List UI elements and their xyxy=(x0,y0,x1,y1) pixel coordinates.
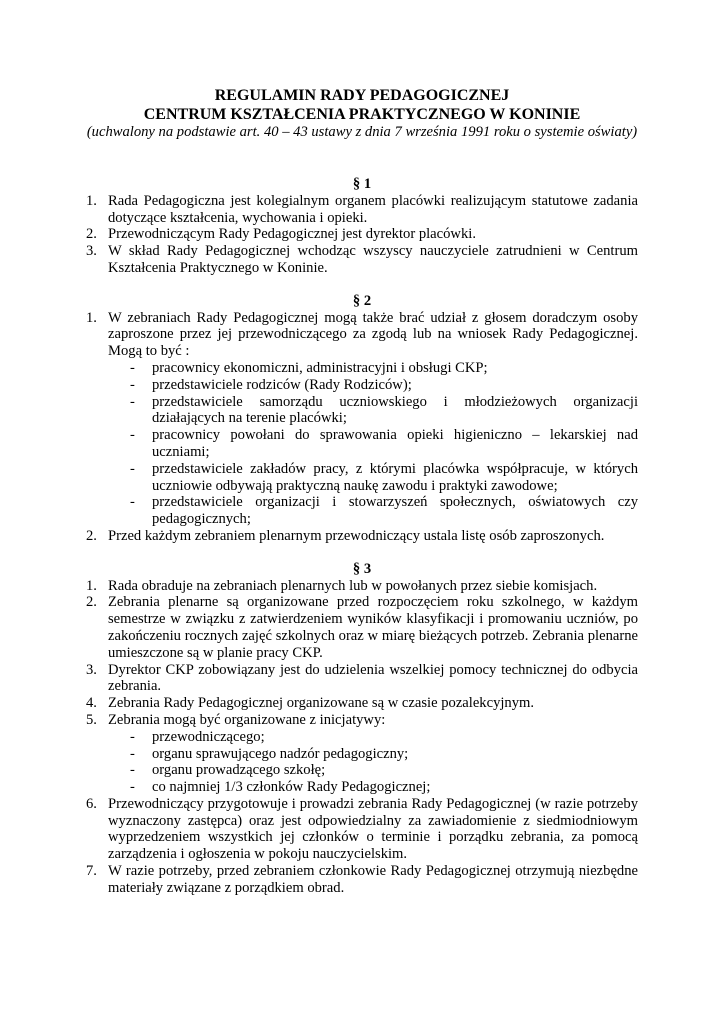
document-title-line-1: REGULAMIN RADY PEDAGOGICZNEJ xyxy=(214,87,510,104)
list-item xyxy=(86,863,638,897)
list-item-number: 7. xyxy=(86,863,97,880)
sub-list-item xyxy=(108,762,638,779)
list-item-text: W razie potrzeby, przed zebraniem członkowie Rady Pedagogicznej otrzymują niezbędne materiały związane z porządkiem obrad. xyxy=(108,863,638,896)
sub-list-item xyxy=(108,377,638,394)
dash-bullet: - xyxy=(130,427,135,444)
sub-list-item-text: przedstawiciele samorządu uczniowskiego i młodzieżowych organizacji działających na terenie placówki; xyxy=(152,393,638,427)
document-sections xyxy=(86,176,638,897)
list-item-text: Przewodniczący przygotowuje i prowadzi zebrania Rady Pedagogicznej (w razie potrzeby wyznaczony zastępca) oraz jest odpowiedzialny za zawiadomienie z siedmiodniowym wyprzedzeniem wszystkich jej członków o terminie i porządku zebrania, za pomocą zarządzenia i ogłoszenia w pokoju nauczycielskim. xyxy=(108,795,638,863)
section-heading: § 3 xyxy=(352,560,372,577)
list-item-number: 3. xyxy=(86,243,97,260)
sub-list-item-text: przedstawiciele zakładów pracy, z którymi placówka współpracuje, w których uczniowie odbywają praktyczną naukę zawodu i praktyki zawodowe; xyxy=(152,460,638,494)
list-item xyxy=(86,578,638,595)
list-item xyxy=(86,226,638,243)
list-item-text: Dyrektor CKP zobowiązany jest do udzielenia wszelkiej pomocy technicznej do odbycia zebrania. xyxy=(108,661,638,695)
list-item-text: Rada Pedagogiczna jest kolegialnym organem placówki realizującym statutowe zadania dotyczące kształcenia, wychowania i opieki. xyxy=(108,192,638,226)
dash-bullet: - xyxy=(130,359,135,376)
sub-list-item xyxy=(108,729,638,746)
document-subtitle: (uchwalony na podstawie art. 40 – 43 ustawy z dnia 7 września 1991 roku o systemie oświaty) xyxy=(86,124,638,140)
dash-bullet: - xyxy=(130,494,135,511)
list-item-text: W zebraniach Rady Pedagogicznej mogą także brać udział z głosem doradczym osoby zaproszone przez jej przewodniczącego za zgodą lub na wniosek Rady Pedagogicznej. Mogą to być : xyxy=(108,309,638,360)
section-list xyxy=(86,310,638,545)
list-item xyxy=(86,662,638,696)
section-heading: § 2 xyxy=(352,292,372,309)
sub-list xyxy=(108,729,638,796)
sub-list-item-text: co najmniej 1/3 członków Rady Pedagogicznej; xyxy=(152,779,431,796)
sub-list-item xyxy=(108,360,638,377)
list-item xyxy=(86,528,638,545)
list-item xyxy=(86,594,638,661)
dash-bullet: - xyxy=(130,762,135,779)
section-list xyxy=(86,193,638,277)
sub-list-item-text: organu sprawującego nadzór pedagogiczny; xyxy=(152,745,409,762)
sub-list-item-text: pracownicy powołani do sprawowania opieki higieniczno – lekarskiej nad uczniami; xyxy=(152,427,638,460)
list-item-text: Rada obraduje na zebraniach plenarnych lub w powołanych przez siebie komisjach. xyxy=(108,577,598,594)
list-item xyxy=(86,310,638,528)
list-item-number: 6. xyxy=(86,795,97,812)
section-list xyxy=(86,578,638,897)
sub-list-item xyxy=(108,461,638,495)
section-heading: § 1 xyxy=(352,176,372,192)
list-item-number: 4. xyxy=(86,695,97,712)
list-item-number: 2. xyxy=(86,226,97,243)
list-item xyxy=(86,712,638,796)
dash-bullet: - xyxy=(130,745,135,762)
list-item-number: 1. xyxy=(86,309,97,326)
sub-list-item-text: pracownicy ekonomiczni, administracyjni i obsługi CKP; xyxy=(152,359,488,376)
sub-list-item xyxy=(108,746,638,763)
dash-bullet: - xyxy=(130,728,135,745)
dash-bullet: - xyxy=(130,376,135,393)
list-item xyxy=(86,243,638,277)
list-item-number: 5. xyxy=(86,711,97,728)
list-item-text: Zebrania mogą być organizowane z inicjatywy: xyxy=(108,711,386,728)
dash-bullet: - xyxy=(130,779,135,796)
sub-list-item xyxy=(108,427,638,461)
list-item-number: 1. xyxy=(86,192,97,209)
list-item-text: Przewodniczącym Rady Pedagogicznej jest dyrektor placówki. xyxy=(108,226,476,243)
sub-list-item xyxy=(108,494,638,528)
sub-list-item xyxy=(108,779,638,796)
list-item-text: Zebrania plenarne są organizowane przed rozpoczęciem roku szkolnego, w każdym semestrze w związku z zatwierdzeniem wyników klasyfikacji i promowaniu uczniów, po zakończeniu rocznych zajęć szkolnych oraz w miarę bieżących potrzeb. Zebrania plenarne umieszczone są w planie pracy CKP. xyxy=(108,594,638,661)
document-content xyxy=(86,86,638,897)
list-item xyxy=(86,193,638,227)
list-item-number: 2. xyxy=(86,527,97,544)
sub-list-item-text: przewodniczącego; xyxy=(152,728,265,745)
list-item-text: Zebrania Rady Pedagogicznej organizowane są w czasie pozalekcyjnym. xyxy=(108,695,535,712)
list-item-text: Przed każdym zebraniem plenarnym przewodniczący ustala listę osób zaproszonych. xyxy=(108,527,605,544)
sub-list-item-text: organu prowadzącego szkołę; xyxy=(152,762,326,779)
sub-list-item-text: przedstawiciele rodziców (Rady Rodziców); xyxy=(152,376,412,393)
list-item xyxy=(86,695,638,712)
list-item-number: 1. xyxy=(86,577,97,594)
list-item-text: W skład Rady Pedagogicznej wchodząc wszyscy nauczyciele zatrudnieni w Centrum Kształcenia Praktycznego w Koninie. xyxy=(108,243,638,276)
sub-list-item xyxy=(108,394,638,428)
list-item xyxy=(86,796,638,863)
sub-list xyxy=(108,360,638,528)
document-title-line-2: CENTRUM KSZTAŁCENIA PRAKTYCZNEGO W KONINIE xyxy=(143,106,581,123)
list-item-number: 3. xyxy=(86,661,97,678)
list-item-number: 2. xyxy=(86,594,97,611)
dash-bullet: - xyxy=(130,460,135,477)
dash-bullet: - xyxy=(130,393,135,410)
sub-list-item-text: przedstawiciele organizacji i stowarzyszeń społecznych, oświatowych czy pedagogicznych; xyxy=(152,494,638,528)
